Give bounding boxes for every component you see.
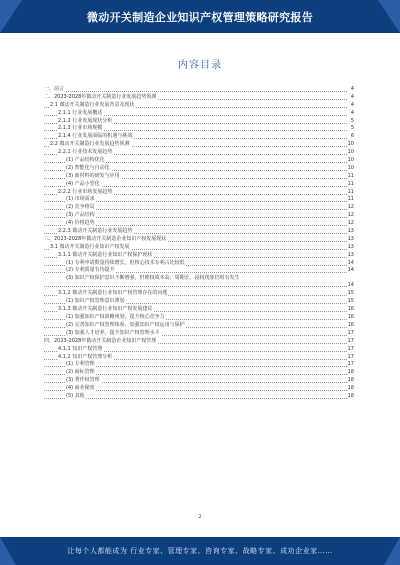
toc-entry-label: (2) 智能化与自动化 (66, 164, 110, 171)
toc-entry-label: (1) 产品结构优化 (66, 157, 105, 164)
toc-entry-page: 18 (347, 377, 354, 384)
toc-leader-dots (44, 91, 347, 92)
toc-entry-page: 16 (347, 321, 354, 328)
toc-entry[interactable] (44, 228, 354, 236)
toc-entry-page: 15 (347, 298, 354, 305)
toc-entry-label: (3) 加强人才培养，提升知识产权管理水平 (66, 329, 160, 336)
toc-entry-label: (2) 完善知识产权管理体系，加强知识产权运用与保护 (66, 321, 185, 328)
toc-entry-page: 17 (347, 337, 354, 344)
toc-entry-page: 10 (347, 164, 354, 171)
toc-entry-page: 4 (347, 86, 354, 94)
toc-entry-label: (2) 竞争格局 (66, 204, 95, 211)
toc-entry-label: 2.1.2 行业发展现状分析 (58, 117, 113, 124)
toc-entry[interactable] (44, 369, 354, 377)
toc-entry[interactable] (44, 212, 354, 220)
toc-entry-page: 5 (347, 118, 354, 126)
toc-entry[interactable] (44, 322, 354, 330)
toc-entry-label: 3.1 微动开关制造行业知识产权发展 (50, 243, 130, 250)
toc-entry-page: 4 (347, 102, 354, 110)
toc-entry-label: 一、前言 (44, 86, 65, 92)
toc-entry[interactable] (44, 330, 354, 338)
toc-entry-label: 2.1.1 行业发展概述 (58, 109, 103, 116)
toc-entry-page: 17 (347, 329, 354, 336)
toc-entry[interactable] (44, 314, 354, 322)
toc-leader-dots (44, 398, 347, 399)
toc-entry-label: (4) 产品小型化 (66, 180, 100, 187)
toc-entry[interactable] (44, 393, 354, 401)
toc-entry-label: 3.1.1 微动开关制造行业知识产权保护现状 (58, 251, 153, 258)
toc-entry-label: 3.1.3 微动开关制造行业知识产权发展建议 (58, 306, 153, 313)
toc-entry-page: 12 (347, 212, 354, 219)
toc-leader-dots (44, 286, 347, 287)
toc-entry[interactable] (44, 102, 354, 110)
toc-entry[interactable] (44, 298, 354, 306)
toc-entry[interactable] (44, 275, 354, 290)
toc-entry-label: 2.2.1 行业技术发展趋势 (58, 149, 113, 156)
toc-entry-label: (2) 专利质量有待提升 (66, 267, 115, 274)
toc-entry-label: 3.1.2 微动开关制造行业知识产权管理存在的问题 (58, 290, 168, 297)
toc-entry-page: 13 (347, 228, 354, 235)
toc-entry-page: 13 (347, 235, 354, 242)
toc-entry-page: 13 (347, 251, 354, 258)
toc-entry-page: 11 (347, 180, 354, 187)
toc-entry-label: 2.2 微动开关制造行业发展趋势预测 (50, 141, 130, 148)
toc-entry-page: 11 (347, 188, 354, 195)
toc-entry[interactable] (44, 244, 354, 252)
toc-entry-label: (3) 产品结构 (66, 212, 95, 219)
toc-entry[interactable] (44, 338, 354, 346)
toc-entry-label: (1) 知识产权管理意识薄弱 (66, 298, 125, 305)
toc-entry-label: (2) 商标管理 (66, 369, 95, 376)
toc-entry-label: 2.2.3 微动开关制造行业发展趋势 (58, 228, 133, 235)
toc-entry-label: 2.1.4 行业发展面临的机遇与挑战 (58, 133, 133, 140)
toc-entry[interactable] (44, 110, 354, 118)
toc-entry-label: 2.2.2 行业市场发展趋势 (58, 188, 113, 195)
toc-entry-page: 13 (347, 243, 354, 250)
toc-entry-label: 2.1 微动开关制造行业发展背景及现状 (50, 101, 135, 108)
toc-entry-label: 三、2023-2028年微动开关制造企业知识产权发展现状 (44, 235, 167, 242)
toc-entry[interactable] (44, 377, 354, 385)
toc-entry[interactable] (44, 236, 354, 244)
toc-entry-label: 2.1.3 行业市场规模 (58, 125, 103, 132)
toc-entry-label: (4) 价格趋势 (66, 220, 95, 227)
page-number: 2 (198, 514, 202, 520)
toc-entry[interactable] (44, 173, 354, 181)
toc-entry-page: 12 (347, 220, 354, 227)
toc-entry-label: (3) 新材料的研发与应用 (66, 172, 120, 179)
toc-entry-page: 17 (347, 345, 354, 352)
toc-entry-label: (4) 商业秘密 (66, 385, 95, 392)
toc-entry[interactable] (44, 157, 354, 165)
toc-entry-page: 15 (347, 290, 354, 297)
toc-entry-label: (1) 专利管理 (66, 361, 95, 368)
toc-entry[interactable] (44, 149, 354, 157)
toc-entry[interactable] (44, 181, 354, 189)
toc-entry-page: 14 (347, 267, 354, 274)
report-title: 微动开关制造企业知识产权管理策略研究报告 (87, 11, 313, 24)
toc-entry-page: 16 (347, 306, 354, 313)
toc-entry-page: 14 (347, 259, 354, 266)
toc-entry-page: 10 (347, 141, 354, 148)
toc-entry-page: 4 (347, 94, 354, 102)
toc-entry[interactable] (44, 306, 354, 314)
toc-entry[interactable] (44, 94, 354, 102)
toc-entry-page: 4 (347, 110, 354, 118)
footer-slogan: 让每个人都能成为 行业专家、管理专家、咨询专家、战略专家、成功企业家…… (67, 547, 333, 555)
toc-entry-label: 四、2023-2028年微动开关制造企业知识产权管理 (44, 337, 157, 344)
toc-entry-page: 16 (347, 314, 354, 321)
toc-entry-label: (5) 其他 (66, 392, 85, 399)
toc-entry-label: 4.1.1 知识产权管理 (58, 345, 103, 352)
toc-entry-page: 6 (347, 133, 354, 141)
footer-bar (0, 537, 400, 565)
toc-entry-page: 17 (347, 353, 354, 360)
toc-entry-label: (1) 市场需求 (66, 196, 95, 203)
toc-entry[interactable] (44, 252, 354, 260)
table-of-contents (44, 86, 354, 401)
header-bar (0, 0, 400, 33)
toc-entry-page: 18 (347, 369, 354, 376)
toc-entry-page: 11 (347, 196, 354, 203)
toc-entry-page: 18 (347, 385, 354, 392)
toc-entry-page: 12 (347, 204, 354, 211)
toc-entry-label: (1) 加强知识产权战略规划，提升核心竞争力 (66, 314, 165, 321)
toc-entry-page: 10 (347, 149, 354, 156)
toc-title: 内容目录 (178, 60, 222, 71)
toc-entry-page: 18 (347, 392, 354, 399)
toc-entry-page: 11 (347, 172, 354, 179)
toc-entry-label: (1) 专利申请数量持续增长，但核心技术专利占比较低 (66, 259, 185, 266)
toc-entry[interactable] (44, 165, 354, 173)
toc-entry[interactable] (44, 220, 354, 228)
toc-entry-label: 二、2023-2028年微动开关制造行业发展趋势预测 (44, 93, 157, 100)
toc-entry-page: 14 (347, 282, 354, 289)
toc-entry-page: 17 (347, 361, 354, 368)
toc-entry-label: (3) 知识产权保护意识不断增强，但维权成本高、周期长，侵权现象仍时有发生 (66, 275, 357, 283)
toc-entry[interactable] (44, 385, 354, 393)
toc-entry[interactable] (44, 141, 354, 149)
toc-entry-label: (3) 著作权管理 (66, 377, 100, 384)
toc-entry[interactable] (44, 346, 354, 354)
toc-entry-label: 4.1.2 知识产权管理分析 (58, 353, 113, 360)
toc-entry[interactable] (44, 86, 354, 94)
toc-entry-page: 10 (347, 157, 354, 164)
toc-entry-page: 5 (347, 125, 354, 133)
